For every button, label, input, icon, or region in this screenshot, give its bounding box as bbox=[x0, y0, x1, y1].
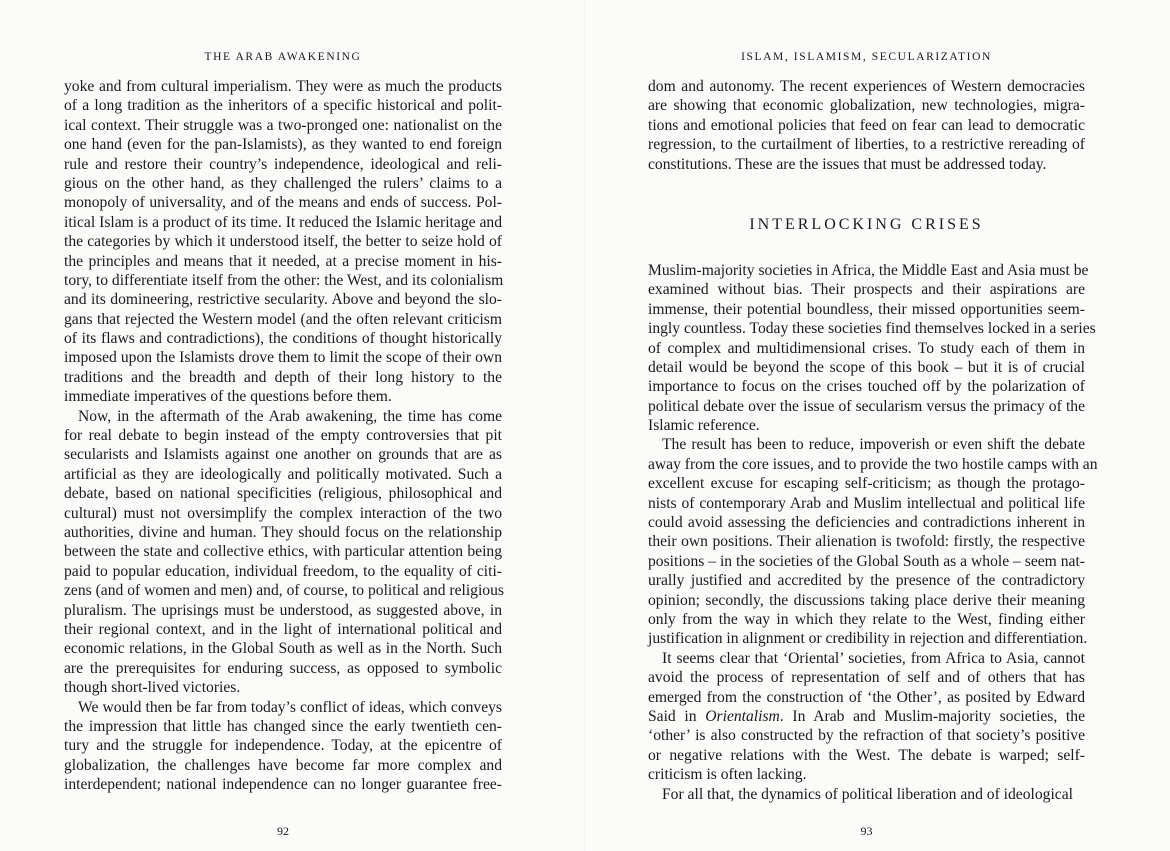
text-line: opinion; secondly, the discussions taking place derive their meaning bbox=[648, 591, 1085, 609]
text-line: yoke and from cultural imperialism. They were as much the products bbox=[64, 78, 502, 95]
left-running-head: THE ARAB AWAKENING bbox=[204, 51, 362, 63]
text-line: ‘other’ is also constructed by the refraction of that society’s positive bbox=[648, 727, 1085, 745]
text-line: only from the way in which they relate to the West, finding either bbox=[648, 610, 1085, 628]
text-line: the impression that little has changed since the early twentieth cen- bbox=[64, 717, 502, 735]
text-line: tury and the struggle for independence. Today, at the epicentre of bbox=[64, 737, 502, 755]
text-line: though short-lived victories. bbox=[64, 679, 241, 697]
text-line: imposed upon the Islamists drove them to limit the scope of their own bbox=[64, 349, 502, 367]
text-line: positions – in the societies of the Global South as a whole – seem nat- bbox=[648, 552, 1085, 570]
text-line: away from the core issues, and to provide the two hostile camps with an bbox=[648, 455, 1098, 473]
left-page-number: 92 bbox=[277, 824, 289, 838]
text-line: detail would be beyond the scope of this book – but it is of crucial bbox=[648, 358, 1085, 376]
text-line: examined without bias. Their prospects and their aspirations are bbox=[648, 281, 1085, 299]
text-line: pluralism. The uprisings must be understood, as suggested above, in bbox=[64, 601, 502, 619]
text-line: We would then be far from today’s conflict of ideas, which conveys bbox=[78, 698, 502, 716]
left-body-text bbox=[64, 77, 502, 794]
text-line: regression, to the curtailment of liberties, to a restrictive rereading of bbox=[648, 136, 1085, 154]
text-line: Islamic reference. bbox=[648, 417, 760, 435]
text-line: tions and emotional policies that feed on fear can lead to democratic bbox=[648, 116, 1085, 134]
right-body-text bbox=[648, 77, 1098, 804]
text-line: artificial as they are ideologically and politically motivated. Such a bbox=[64, 465, 502, 483]
right-page-number: 93 bbox=[860, 824, 873, 838]
text-line: nists of contemporary Arab and Muslim intellectual and political life bbox=[648, 494, 1085, 512]
text-line: of complex and multidimensional crises. To study each of them in bbox=[648, 339, 1085, 357]
text-line: cultural) must not oversimplify the complex interaction of the two bbox=[64, 504, 502, 522]
text-line: authorities, divine and human. They should focus on the relationship bbox=[64, 523, 502, 541]
text-line: economic relations, in the Global South as well as in the North. Such bbox=[64, 640, 502, 658]
text-line: one hand (even for the pan-Islamists), as they wanted to end foreign bbox=[64, 136, 502, 154]
text-line: emerged from the construction of ‘the Other’, as posited by Edward bbox=[648, 688, 1085, 706]
text-line: Muslim-majority societies in Africa, the Middle East and Asia must be bbox=[648, 261, 1089, 279]
text-line: itical Islam is a product of its time. It reduced the Islamic heritage and bbox=[64, 213, 502, 231]
text-line: gious on the other hand, as they challenged the rulers’ claims to a bbox=[64, 174, 502, 192]
text-line: constitutions. These are the issues that must be addressed today. bbox=[648, 155, 1047, 173]
text-line: secularists and Islamists against one another on grounds that are as bbox=[64, 446, 502, 464]
text-line: gans that rejected the Western model (and the often relevant criticism bbox=[64, 310, 502, 328]
text-line: globalization, the challenges have become far more complex and bbox=[64, 756, 502, 774]
text-line: could avoid assessing the deficiencies and contradictions inherent in bbox=[648, 514, 1085, 532]
text-line: For all that, the dynamics of political liberation and of ideological bbox=[662, 785, 1073, 803]
text-line: avoid the process of representation of self and of others that has bbox=[648, 669, 1085, 687]
text-line: debate, based on national specificities (religious, philosophical and bbox=[64, 485, 502, 503]
book-title-emphasis: Orientalism bbox=[705, 707, 780, 725]
text-line: ingly countless. Today these societies find themselves locked in a series bbox=[648, 320, 1096, 338]
text-line: justification in alignment or credibility in rejection and differentiation. bbox=[648, 630, 1088, 648]
right-page bbox=[648, 0, 1098, 851]
text-line: and its domineering, restrictive secularity. Above and beyond the slo- bbox=[64, 291, 502, 309]
text-line: the categories by which it understood itself, the better to seize hold of bbox=[64, 233, 502, 251]
text-line: criticism is often lacking. bbox=[648, 766, 807, 784]
text-line: The result has been to reduce, impoverish or even shift the debate bbox=[662, 436, 1085, 454]
right-running-head: ISLAM, ISLAMISM, SECULARIZATION bbox=[741, 51, 992, 63]
text-line: dom and autonomy. The recent experiences of Western democracies bbox=[648, 78, 1085, 95]
text-line: interdependent; national independence can no longer guarantee free- bbox=[64, 776, 502, 794]
text-line: Now, in the aftermath of the Arab awakening, the time has come bbox=[78, 407, 502, 425]
text-line: rule and restore their country’s independence, ideological and reli- bbox=[64, 155, 502, 173]
text-line: are showing that economic globalization, new technologies, migra- bbox=[648, 97, 1085, 115]
text-line: excellent excuse for escaping self-criticism; as though the protago- bbox=[648, 475, 1085, 493]
text-line: traditions and the breadth and depth of their long history to the bbox=[64, 368, 502, 386]
text-line: their regional context, and in the light of international political and bbox=[64, 620, 502, 638]
book-gutter bbox=[584, 0, 586, 851]
text-line: immense, their potential boundless, their missed opportunities seem- bbox=[648, 300, 1085, 318]
text-line: importance to focus on the crises touched off by the polarization of bbox=[648, 378, 1085, 396]
text-line: of a long tradition as the inheritors of a specific historical and polit- bbox=[64, 97, 502, 115]
text-line: between the state and collective ethics, with particular attention being bbox=[64, 543, 502, 561]
text-line: for real debate to begin instead of the empty controversies that pit bbox=[64, 427, 502, 445]
text-line: It seems clear that ‘Oriental’ societies, from Africa to Asia, cannot bbox=[662, 649, 1085, 667]
text-line: their own positions. Their alienation is twofold: firstly, the respective bbox=[648, 533, 1085, 551]
text-line: urally justified and accredited by the presence of the contradictory bbox=[648, 572, 1085, 590]
text-line: Said in Orientalism. In Arab and Muslim-majority societies, the bbox=[648, 707, 1085, 725]
section-heading: INTERLOCKING CRISES bbox=[749, 215, 984, 233]
text-line: paid to popular education, individual freedom, to the equality of citi- bbox=[64, 562, 502, 580]
left-page bbox=[64, 0, 502, 851]
text-line: the principles and means that it needed, at a precise moment in his- bbox=[64, 252, 502, 270]
text-line: political debate over the issue of secularism versus the primacy of the bbox=[648, 397, 1085, 415]
text-line: ical context. Their struggle was a two-pronged one: nationalist on the bbox=[64, 116, 502, 134]
text-line: are the prerequisites for enduring success, as opposed to symbolic bbox=[64, 659, 502, 677]
text-line: zens (and of women and men) and, of course, to political and religious bbox=[64, 582, 504, 600]
text-line: monopoly of universality, and of the means and ends of success. Pol- bbox=[64, 194, 502, 212]
text-line: tory, to differentiate itself from the other: the West, and its colonialism bbox=[64, 271, 504, 289]
text-line: or negative relations with the West. The debate is warped; self- bbox=[648, 746, 1085, 764]
text-line: of its flaws and contradictions), the conditions of thought historically bbox=[64, 330, 502, 348]
text-line: immediate imperatives of the questions before them. bbox=[64, 388, 392, 406]
